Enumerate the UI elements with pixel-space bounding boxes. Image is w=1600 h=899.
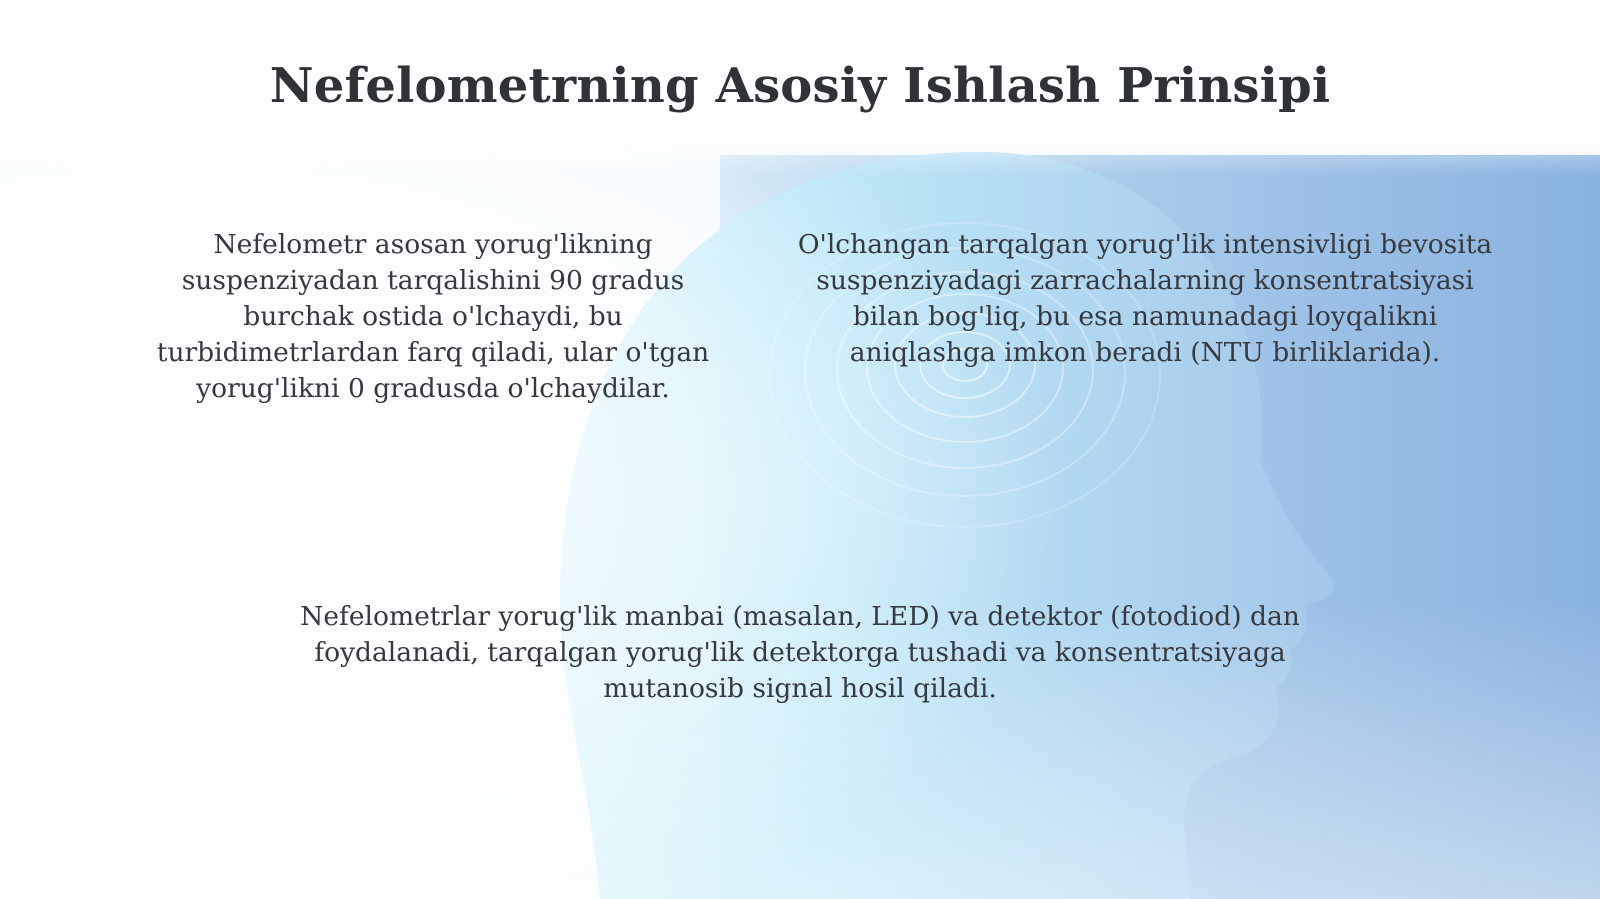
slide-title: Nefelometrning Asosiy Ishlash Prinsipi — [269, 58, 1331, 114]
paragraph-right: O'lchangan tarqalgan yorug'lik intensivligi bevosita suspenziyadagi zarrachalarning konsentratsiyasi bilan bog'liq, bu esa namunadagi loyqalikni aniqlashga imkon beradi (NTU birliklarida). — [797, 229, 1493, 368]
paragraph-left: Nefelometr asosan yorug'likning suspenziyadan tarqalishini 90 gradus burchak ostida o'lchaydi, bu turbidimetrlardan farq qiladi, ular o'tgan yorug'likni 0 gradusda o'lchaydilar. — [156, 229, 710, 404]
paragraph-bottom: Nefelometrlar yorug'lik manbai (masalan, LED) va detektor (fotodiod) dan foydalanadi, tarqalgan yorug'lik detektorga tushadi va konsentratsiyaga mutanosib signal hosil qiladi. — [300, 601, 1300, 704]
